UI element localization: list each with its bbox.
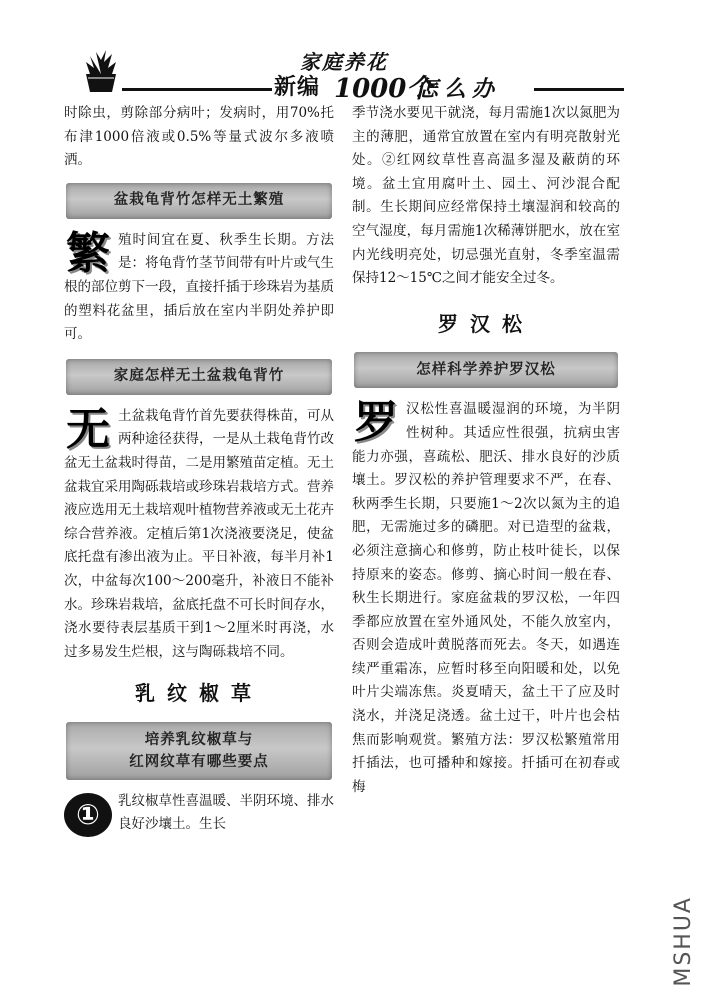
page-header — [64, 40, 624, 102]
dropcap-3: ① — [64, 793, 112, 837]
header-title-part-2: 1000个 — [334, 74, 433, 104]
dropcap-2: 无 — [66, 403, 110, 455]
question-heading-3-line-2: 红网纹草有哪些要点 — [129, 753, 269, 770]
left-intro-paragraph: 时除虫，剪除部分病叶；发病时，用70%托布津1000倍液或0.5%等量式波尔多液喷洒。 — [64, 105, 334, 169]
question-heading-2: 家庭怎样无土盆栽龟背竹 — [66, 359, 332, 395]
answer-1-text: 殖时间宜在夏、秋季生长期。方法是：将龟背竹茎节间带有叶片或气生根的部位剪下一段，直接扦插于珍珠岩为基质的塑料花盆里，插后放在室内半阴处养护即可。 — [64, 231, 334, 343]
question-heading-3-line-1: 培养乳纹椒草与 — [144, 731, 254, 748]
question-heading-4: 怎样科学养护罗汉松 — [354, 352, 618, 388]
header-title-part-3: 怎么办 — [416, 76, 501, 102]
header-rule-right — [534, 88, 624, 91]
dropcap-4: 罗 — [354, 397, 398, 449]
right-intro-paragraph: 季节浇水要见干就浇，每月需施1次以氮肥为主的薄肥，通常宜放置在室内有明亮散射光处。②红网纹草性喜高温多湿及蔽荫的环境。盆土宜用腐叶土、园土、河沙混合配制。生长期间应经常保持土壤湿润和较高的空气湿度，每月需施1次稀薄饼肥水，放在室内光线明亮处，切忌强光直射，冬季室温需保持12～15℃之间才能安全过冬。 — [352, 105, 620, 287]
watermark-text: MSHUA — [671, 896, 696, 987]
question-heading-3 — [66, 722, 332, 780]
header-title-part-1: 新编 — [274, 74, 321, 100]
answer-4 — [352, 398, 620, 799]
answer-2 — [64, 405, 334, 665]
answer-3 — [64, 790, 334, 837]
flower-pot-icon — [82, 48, 120, 94]
section-title-podocarpus: 罗汉松 — [438, 311, 534, 336]
section-title-peperomia: 乳纹椒草 — [135, 681, 263, 706]
header-rule-left — [122, 88, 272, 91]
header-subtitle: 家庭养花 — [300, 50, 388, 74]
answer-3-text: 乳纹椒草性喜温暖、半阴环境、排水良好沙壤土。生长 — [118, 792, 334, 833]
question-heading-1: 盆栽龟背竹怎样无土繁殖 — [66, 183, 332, 219]
right-column — [352, 102, 620, 799]
left-column — [64, 102, 334, 837]
answer-2-text: 土盆栽龟背竹首先要获得株苗，可从两种途径获得，一是从土栽龟背竹改盆无土盆栽时得苗，二是用繁殖苗定植。无土盆栽宜采用陶砾栽培或珍珠岩栽培方式。营养液应选用无土栽培观叶植物营养液或无土花卉综合营养液。定植后第1次浇液要浇足，使盆底托盘有渗出液为止。平日补液，每半月补1次，中盆每次100～200毫升，补液日不能补水。珍珠岩栽培，盆底托盘不可长时间存水，浇水要待表层基质干到1～2厘米时再浇，水过多易发生烂根，这与陶砾栽培不同。 — [64, 407, 334, 660]
answer-1 — [64, 229, 334, 347]
dropcap-1: 繁 — [66, 227, 110, 279]
answer-4-text: 汉松性喜温暖湿润的环境，为半阴性树种。其适应性很强，抗病虫害能力亦强，喜疏松、肥沃、排水良好的沙质壤土。罗汉松的养护管理要求不严，在春、秋两季生长期，只要施1～2次以氮为主的追肥，无需施过多的磷肥。对已造型的盆栽，必须注意摘心和修剪，防止枝叶徒长，以保持原来的姿态。修剪、摘心时间一般在春、秋生长期进行。家庭盆栽的罗汉松，一年四季都应放置在室外通风处，不能久放室内，否则会造成叶黄脱落而死去。冬天，如遇连续严重霜冻，应暂时移至向阳暖和处，以免叶片尖端冻焦。炎夏晴天，盆土干了应及时浇水，并浇足浇透。盆土过干，叶片也会枯焦而影响观赏。繁殖方法：罗汉松繁殖常用扦插法，也可播种和嫁接。扦插可在初春或梅 — [352, 401, 620, 795]
